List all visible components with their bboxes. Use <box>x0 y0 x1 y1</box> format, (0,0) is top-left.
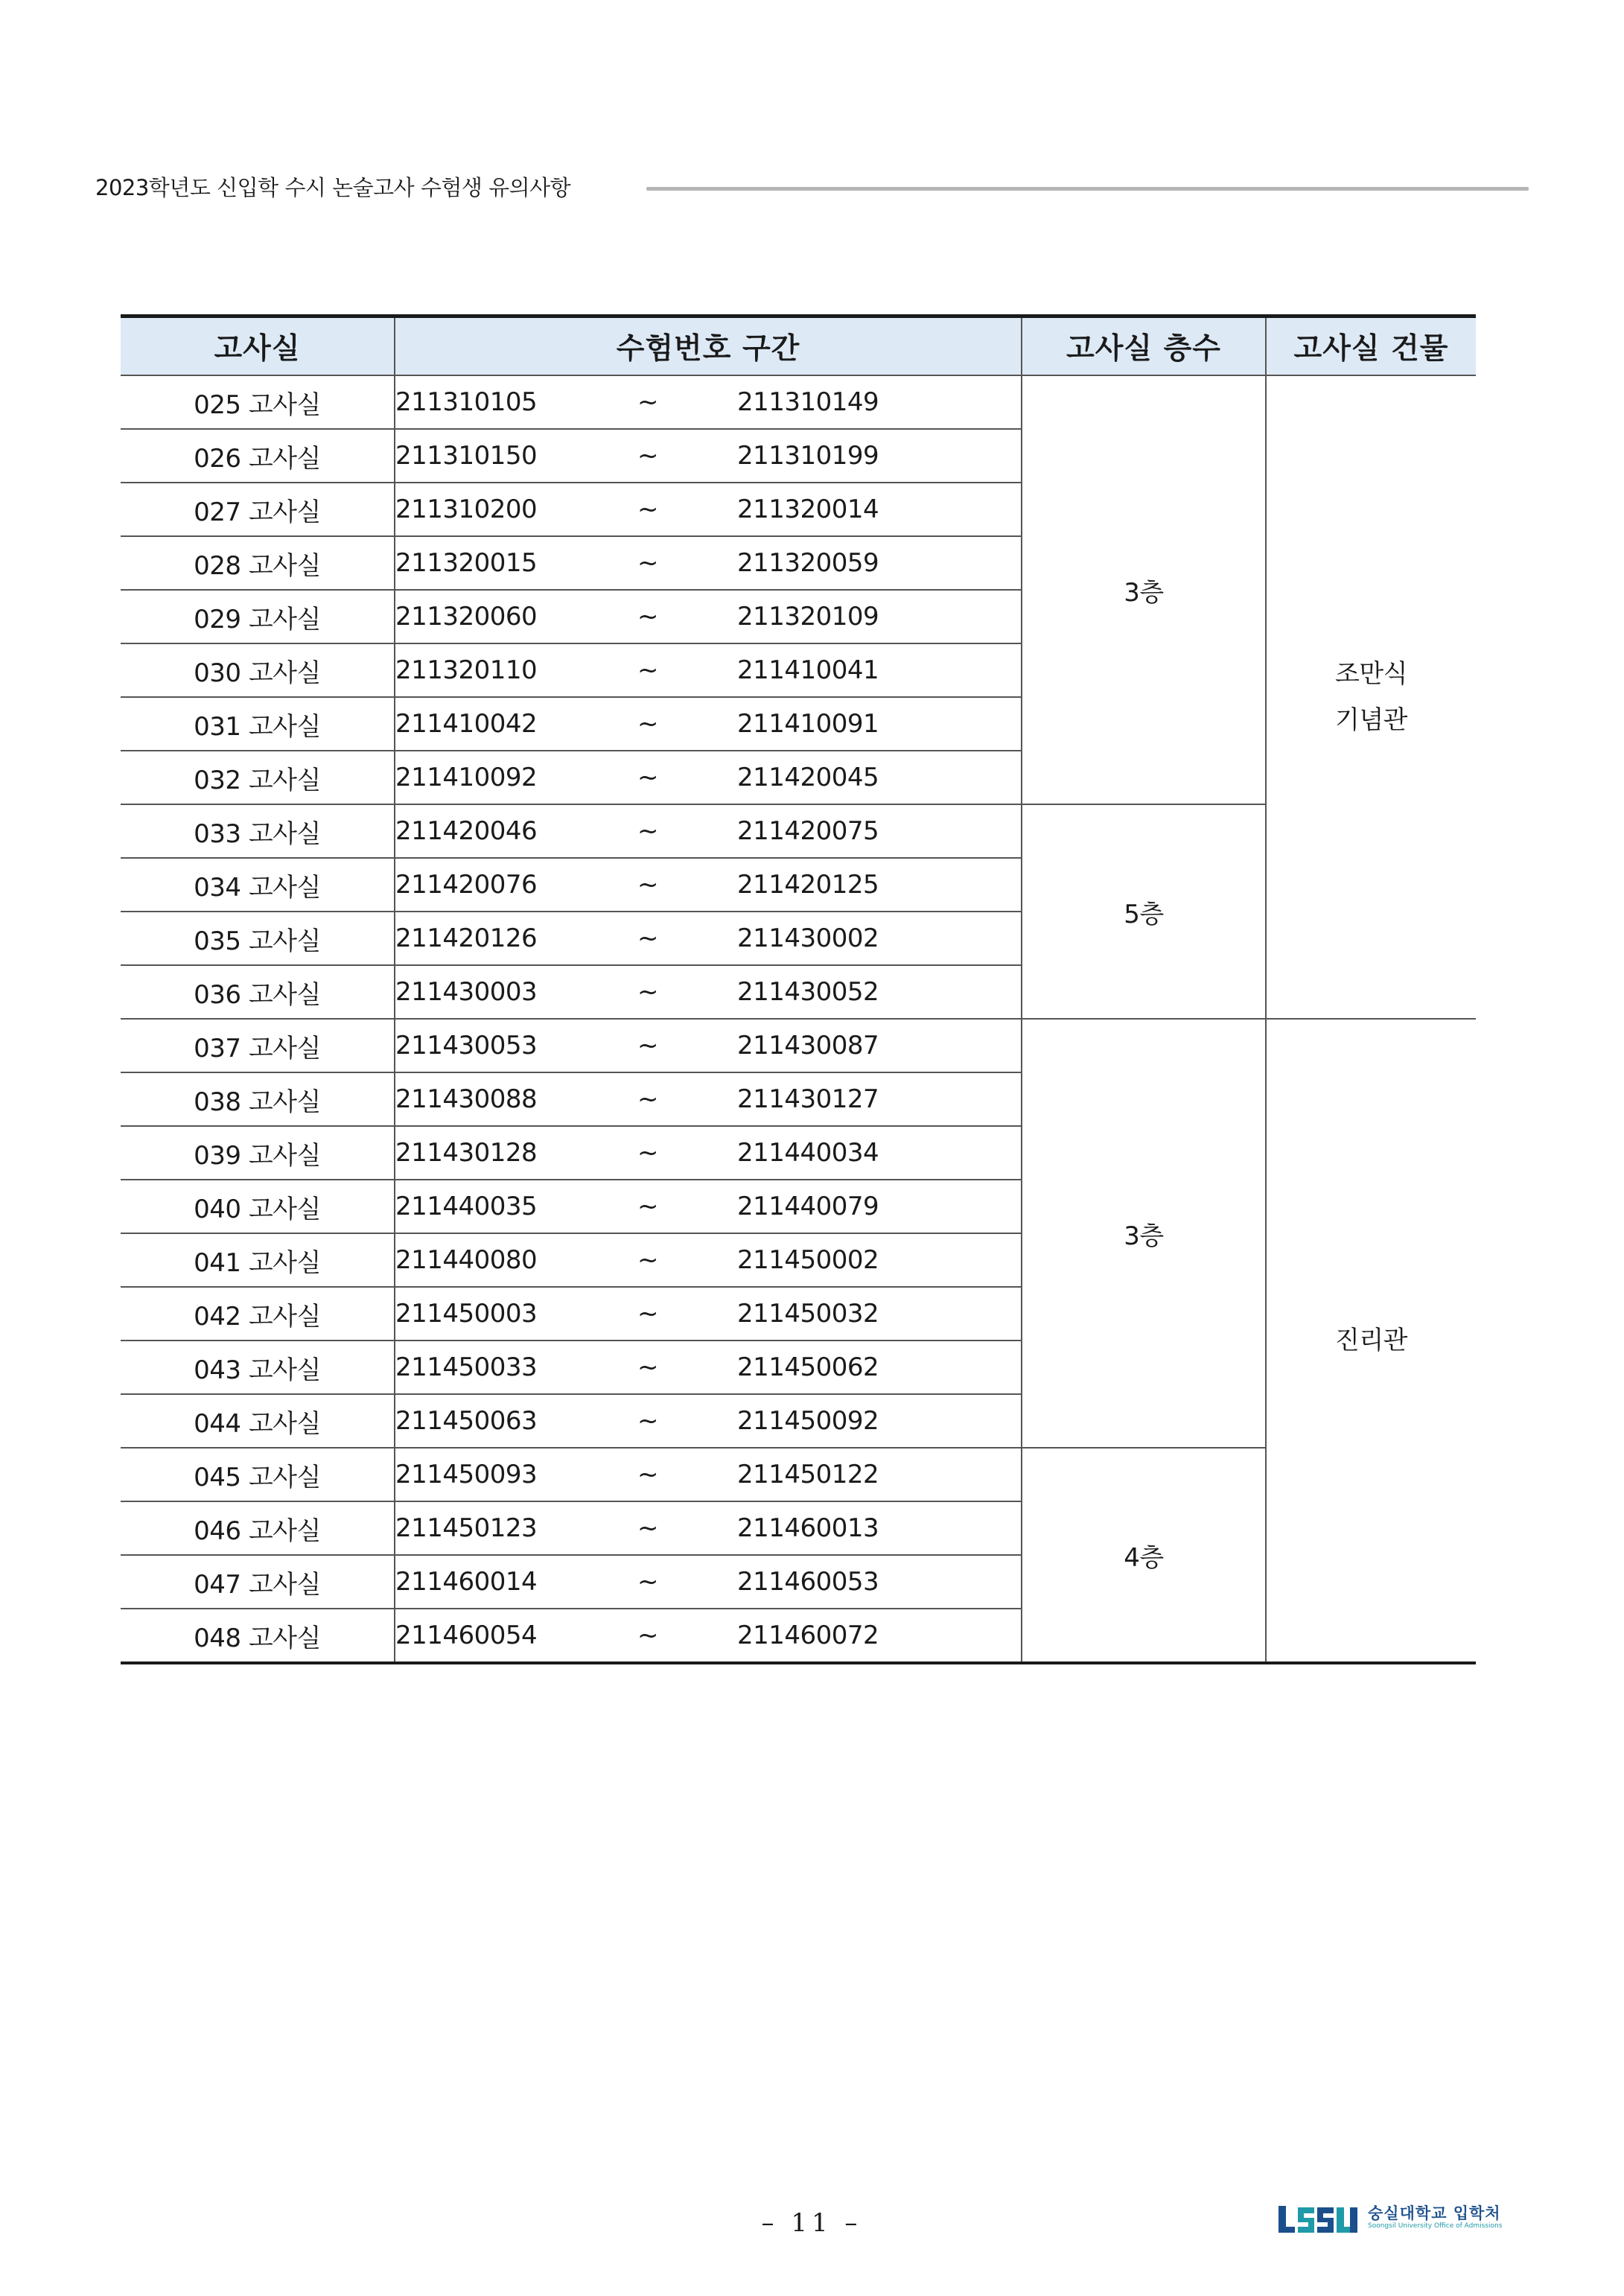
range-end-cell <box>685 697 1022 751</box>
range-separator: ~ <box>611 751 685 804</box>
room-cell: 034 고사실 <box>121 858 395 912</box>
university-logo <box>1277 2197 1530 2240</box>
range-end-value: 211320059 <box>737 548 879 578</box>
room-cell: 042 고사실 <box>121 1287 395 1341</box>
range-start-cell: 211420046 <box>395 804 611 858</box>
range-separator: ~ <box>611 1609 685 1663</box>
room-cell: 025 고사실 <box>121 375 395 429</box>
logo-english-text: Soongsil University Office of Admissions <box>1368 2222 1503 2230</box>
range-end-value: 211450002 <box>737 1245 879 1275</box>
room-cell: 033 고사실 <box>121 804 395 858</box>
range-end-cell <box>685 912 1022 965</box>
range-start-cell: 211420076 <box>395 858 611 912</box>
range-end-value: 211460013 <box>737 1513 879 1543</box>
range-end-value: 211440034 <box>737 1138 879 1168</box>
range-end-cell <box>685 536 1022 590</box>
range-end-value: 211420125 <box>737 870 879 900</box>
range-end-cell <box>685 483 1022 536</box>
header-rule <box>646 187 1529 191</box>
range-separator: ~ <box>611 912 685 965</box>
room-cell: 032 고사실 <box>121 751 395 804</box>
range-start-cell: 211430128 <box>395 1126 611 1180</box>
range-start-cell: 211320015 <box>395 536 611 590</box>
range-start-cell: 211460054 <box>395 1609 611 1663</box>
range-start-cell: 211450063 <box>395 1394 611 1448</box>
range-separator: ~ <box>611 1126 685 1180</box>
room-cell: 027 고사실 <box>121 483 395 536</box>
table-row <box>121 375 1476 429</box>
range-start-cell: 211430053 <box>395 1019 611 1072</box>
range-separator: ~ <box>611 1448 685 1501</box>
range-separator: ~ <box>611 1072 685 1126</box>
range-end-value: 211450062 <box>737 1352 879 1382</box>
room-cell: 028 고사실 <box>121 536 395 590</box>
range-end-value: 211440079 <box>737 1192 879 1221</box>
range-start-cell: 211450093 <box>395 1448 611 1501</box>
range-separator: ~ <box>611 429 685 483</box>
room-cell: 031 고사실 <box>121 697 395 751</box>
room-cell: 047 고사실 <box>121 1555 395 1609</box>
room-cell: 037 고사실 <box>121 1019 395 1072</box>
range-start-cell: 211450123 <box>395 1501 611 1555</box>
range-separator: ~ <box>611 858 685 912</box>
floor-cell: 3층 <box>1022 1019 1266 1448</box>
column-header-range: 수험번호 구간 <box>395 317 1022 376</box>
column-header-building: 고사실 건물 <box>1266 317 1476 376</box>
range-end-cell <box>685 1501 1022 1555</box>
room-cell: 026 고사실 <box>121 429 395 483</box>
range-start-cell: 211410042 <box>395 697 611 751</box>
range-separator: ~ <box>611 1180 685 1233</box>
range-end-cell <box>685 1394 1022 1448</box>
building-cell <box>1266 375 1476 1019</box>
floor-cell: 4층 <box>1022 1448 1266 1663</box>
range-end-cell <box>685 1019 1022 1072</box>
page-number: – 11 – <box>761 2208 862 2238</box>
range-start-cell: 211450003 <box>395 1287 611 1341</box>
page-header <box>95 170 1529 206</box>
range-start-cell: 211410092 <box>395 751 611 804</box>
floor-cell: 3층 <box>1022 375 1266 804</box>
range-start-cell: 211320060 <box>395 590 611 643</box>
room-cell: 029 고사실 <box>121 590 395 643</box>
building-name-line: 기념관 <box>1334 705 1408 735</box>
range-end-value: 211320109 <box>737 602 879 632</box>
range-end-value: 211460072 <box>737 1621 879 1650</box>
column-header-room: 고사실 <box>121 317 395 376</box>
range-start-cell: 211440080 <box>395 1233 611 1287</box>
room-cell: 040 고사실 <box>121 1180 395 1233</box>
range-start-cell: 211310150 <box>395 429 611 483</box>
range-end-cell <box>685 751 1022 804</box>
range-end-value: 211450092 <box>737 1406 879 1436</box>
range-separator: ~ <box>611 483 685 536</box>
room-cell: 043 고사실 <box>121 1341 395 1394</box>
range-start-cell: 211310200 <box>395 483 611 536</box>
building-name-line: 진리관 <box>1334 1326 1408 1355</box>
room-cell: 039 고사실 <box>121 1126 395 1180</box>
range-end-value: 211430127 <box>737 1084 879 1114</box>
range-separator: ~ <box>611 375 685 429</box>
range-start-cell: 211320110 <box>395 643 611 697</box>
room-cell: 041 고사실 <box>121 1233 395 1287</box>
range-end-cell <box>685 804 1022 858</box>
range-separator: ~ <box>611 590 685 643</box>
range-end-cell <box>685 1180 1022 1233</box>
range-separator: ~ <box>611 1287 685 1341</box>
range-end-cell <box>685 858 1022 912</box>
range-start-cell: 211310105 <box>395 375 611 429</box>
range-separator: ~ <box>611 804 685 858</box>
range-start-cell: 211450033 <box>395 1341 611 1394</box>
range-start-cell: 211430003 <box>395 965 611 1019</box>
room-cell: 035 고사실 <box>121 912 395 965</box>
building-cell <box>1266 1019 1476 1663</box>
range-end-cell <box>685 1448 1022 1501</box>
range-end-cell <box>685 590 1022 643</box>
range-separator: ~ <box>611 1501 685 1555</box>
range-start-cell: 211420126 <box>395 912 611 965</box>
table-header-row <box>121 317 1476 376</box>
logo-korean-text: 숭실대학교 입학처 <box>1368 2204 1501 2222</box>
range-separator: ~ <box>611 1394 685 1448</box>
ssu-logo-icon <box>1277 2203 1360 2236</box>
range-start-cell: 211460014 <box>395 1555 611 1609</box>
range-end-value: 211410041 <box>737 655 879 685</box>
room-cell: 038 고사실 <box>121 1072 395 1126</box>
range-end-value: 211420045 <box>737 763 879 792</box>
range-end-cell <box>685 429 1022 483</box>
range-separator: ~ <box>611 536 685 590</box>
range-end-value: 211420075 <box>737 816 879 846</box>
range-end-value: 211310149 <box>737 387 879 417</box>
range-end-value: 211430087 <box>737 1031 879 1060</box>
range-end-cell <box>685 1233 1022 1287</box>
room-cell: 046 고사실 <box>121 1501 395 1555</box>
exam-room-table <box>121 314 1476 1664</box>
room-cell: 030 고사실 <box>121 643 395 697</box>
range-end-value: 211310199 <box>737 441 879 471</box>
range-start-cell: 211430088 <box>395 1072 611 1126</box>
range-end-cell <box>685 1287 1022 1341</box>
column-header-floor: 고사실 층수 <box>1022 317 1266 376</box>
range-end-cell <box>685 1126 1022 1180</box>
range-end-value: 211430002 <box>737 923 879 953</box>
range-start-cell: 211440035 <box>395 1180 611 1233</box>
range-end-value: 211450032 <box>737 1299 879 1329</box>
range-separator: ~ <box>611 697 685 751</box>
table-row <box>121 1019 1476 1072</box>
range-end-cell <box>685 1555 1022 1609</box>
floor-cell: 5층 <box>1022 804 1266 1019</box>
range-end-cell <box>685 643 1022 697</box>
range-end-value: 211430052 <box>737 977 879 1007</box>
table-body <box>121 375 1476 1663</box>
header-title: 2023학년도 신입학 수시 논술고사 수험생 유의사항 <box>95 175 571 200</box>
room-cell: 048 고사실 <box>121 1609 395 1663</box>
range-separator: ~ <box>611 1233 685 1287</box>
range-end-cell <box>685 375 1022 429</box>
room-cell: 045 고사실 <box>121 1448 395 1501</box>
range-separator: ~ <box>611 1019 685 1072</box>
building-name-line: 조만식 <box>1334 659 1408 689</box>
range-end-cell <box>685 965 1022 1019</box>
range-separator: ~ <box>611 1341 685 1394</box>
room-cell: 036 고사실 <box>121 965 395 1019</box>
range-separator: ~ <box>611 1555 685 1609</box>
range-end-value: 211450122 <box>737 1460 879 1489</box>
range-end-cell <box>685 1341 1022 1394</box>
range-end-value: 211320014 <box>737 495 879 524</box>
range-end-value: 211460053 <box>737 1567 879 1597</box>
range-end-value: 211410091 <box>737 709 879 739</box>
range-end-cell <box>685 1072 1022 1126</box>
range-separator: ~ <box>611 965 685 1019</box>
range-end-cell <box>685 1609 1022 1663</box>
range-separator: ~ <box>611 643 685 697</box>
room-cell: 044 고사실 <box>121 1394 395 1448</box>
